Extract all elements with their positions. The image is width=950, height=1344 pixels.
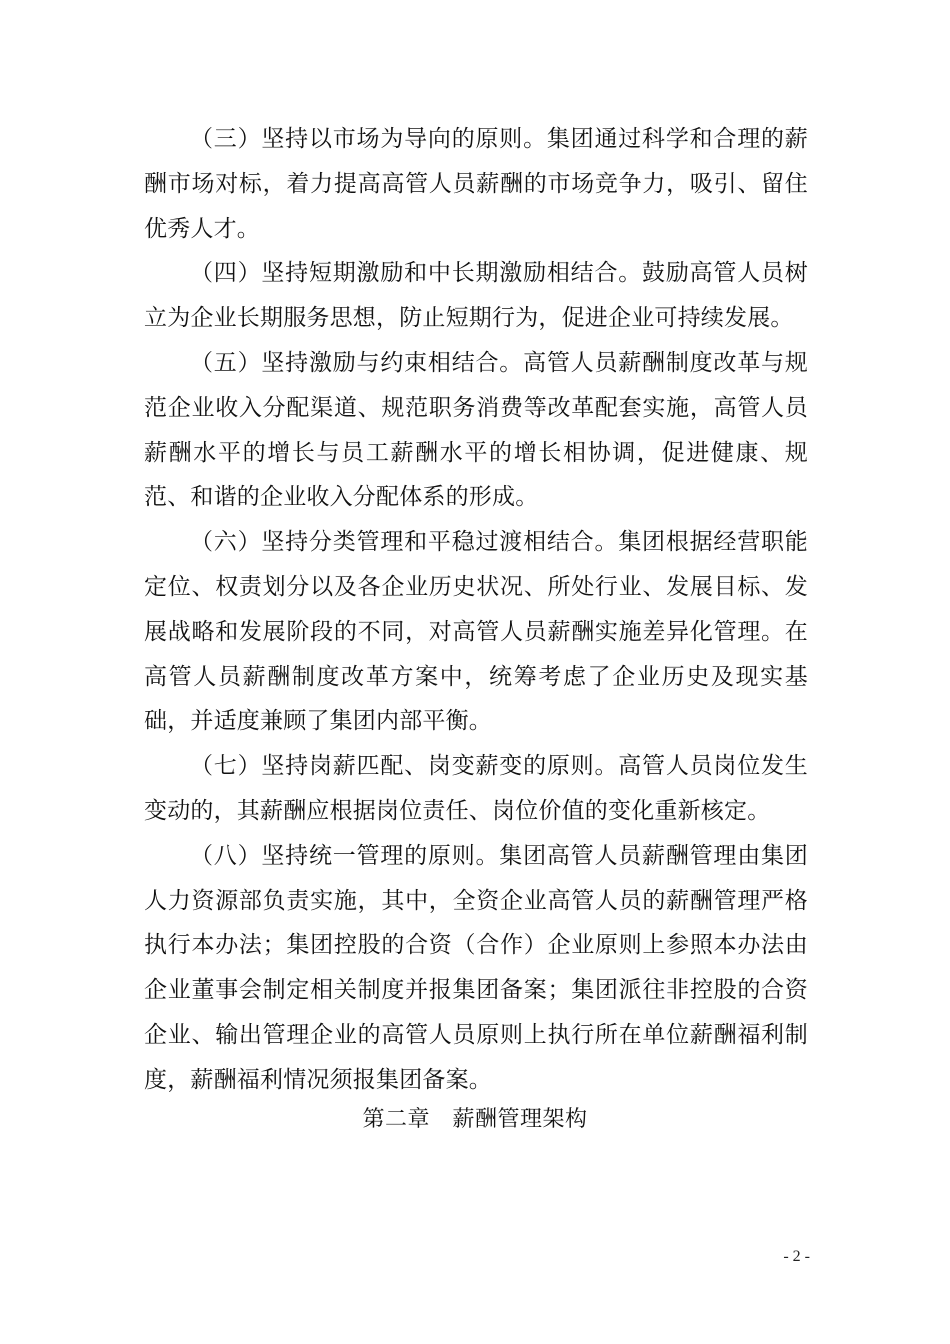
chapter-heading: 第二章 薪酬管理架构 xyxy=(362,1107,588,1132)
paragraph-principle-3: （三）坚持以市场为导向的原则。集团通过科学和合理的薪酬市场对标，着力提高高管人员薪酬的市场竞争力，吸引、留住优秀人才。 xyxy=(144,126,808,242)
document-body xyxy=(144,117,808,1103)
paragraph-principle-4: （四）坚持短期激励和中长期激励相结合。鼓励高管人员树立为企业长期服务思想，防止短期行为，促进企业可持续发展。 xyxy=(144,260,808,332)
paragraph-principle-7: （七）坚持岗薪匹配、岗变薪变的原则。高管人员岗位发生变动的，其薪酬应根据岗位责任、岗位价值的变化重新核定。 xyxy=(144,753,808,824)
paragraph-principle-5: （五）坚持激励与约束相结合。高管人员薪酬制度改革与规范企业收入分配渠道、规范职务消费等改革配套实施，高管人员薪酬水平的增长与员工薪酬水平的增长相协调，促进健康、规范、和谐的企业收入分配体系的形成。 xyxy=(144,349,808,511)
paragraph-principle-8: （八）坚持统一管理的原则。集团高管人员薪酬管理由集团人力资源部负责实施，其中，全资企业高管人员的薪酬管理严格执行本办法；集团控股的合资（合作）企业原则上参照本办法由企业董事会制定相关制度并报集团备案；集团派往非控股的合资企业、输出管理企业的高管人员原则上执行所在单位薪酬福利制度，薪酬福利情况须报集团备案。 xyxy=(144,842,808,1093)
paragraph-principle-6: （六）坚持分类管理和平稳过渡相结合。集团根据经营职能定位、权责划分以及各企业历史状况、所处行业、发展目标、发展战略和发展阶段的不同，对高管人员薪酬实施差异化管理。在高管人员薪酬制度改革方案中，统筹考虑了企业历史及现实基础，并适度兼顾了集团内部平衡。 xyxy=(144,529,808,735)
page-number: - 2 - xyxy=(783,1248,810,1265)
